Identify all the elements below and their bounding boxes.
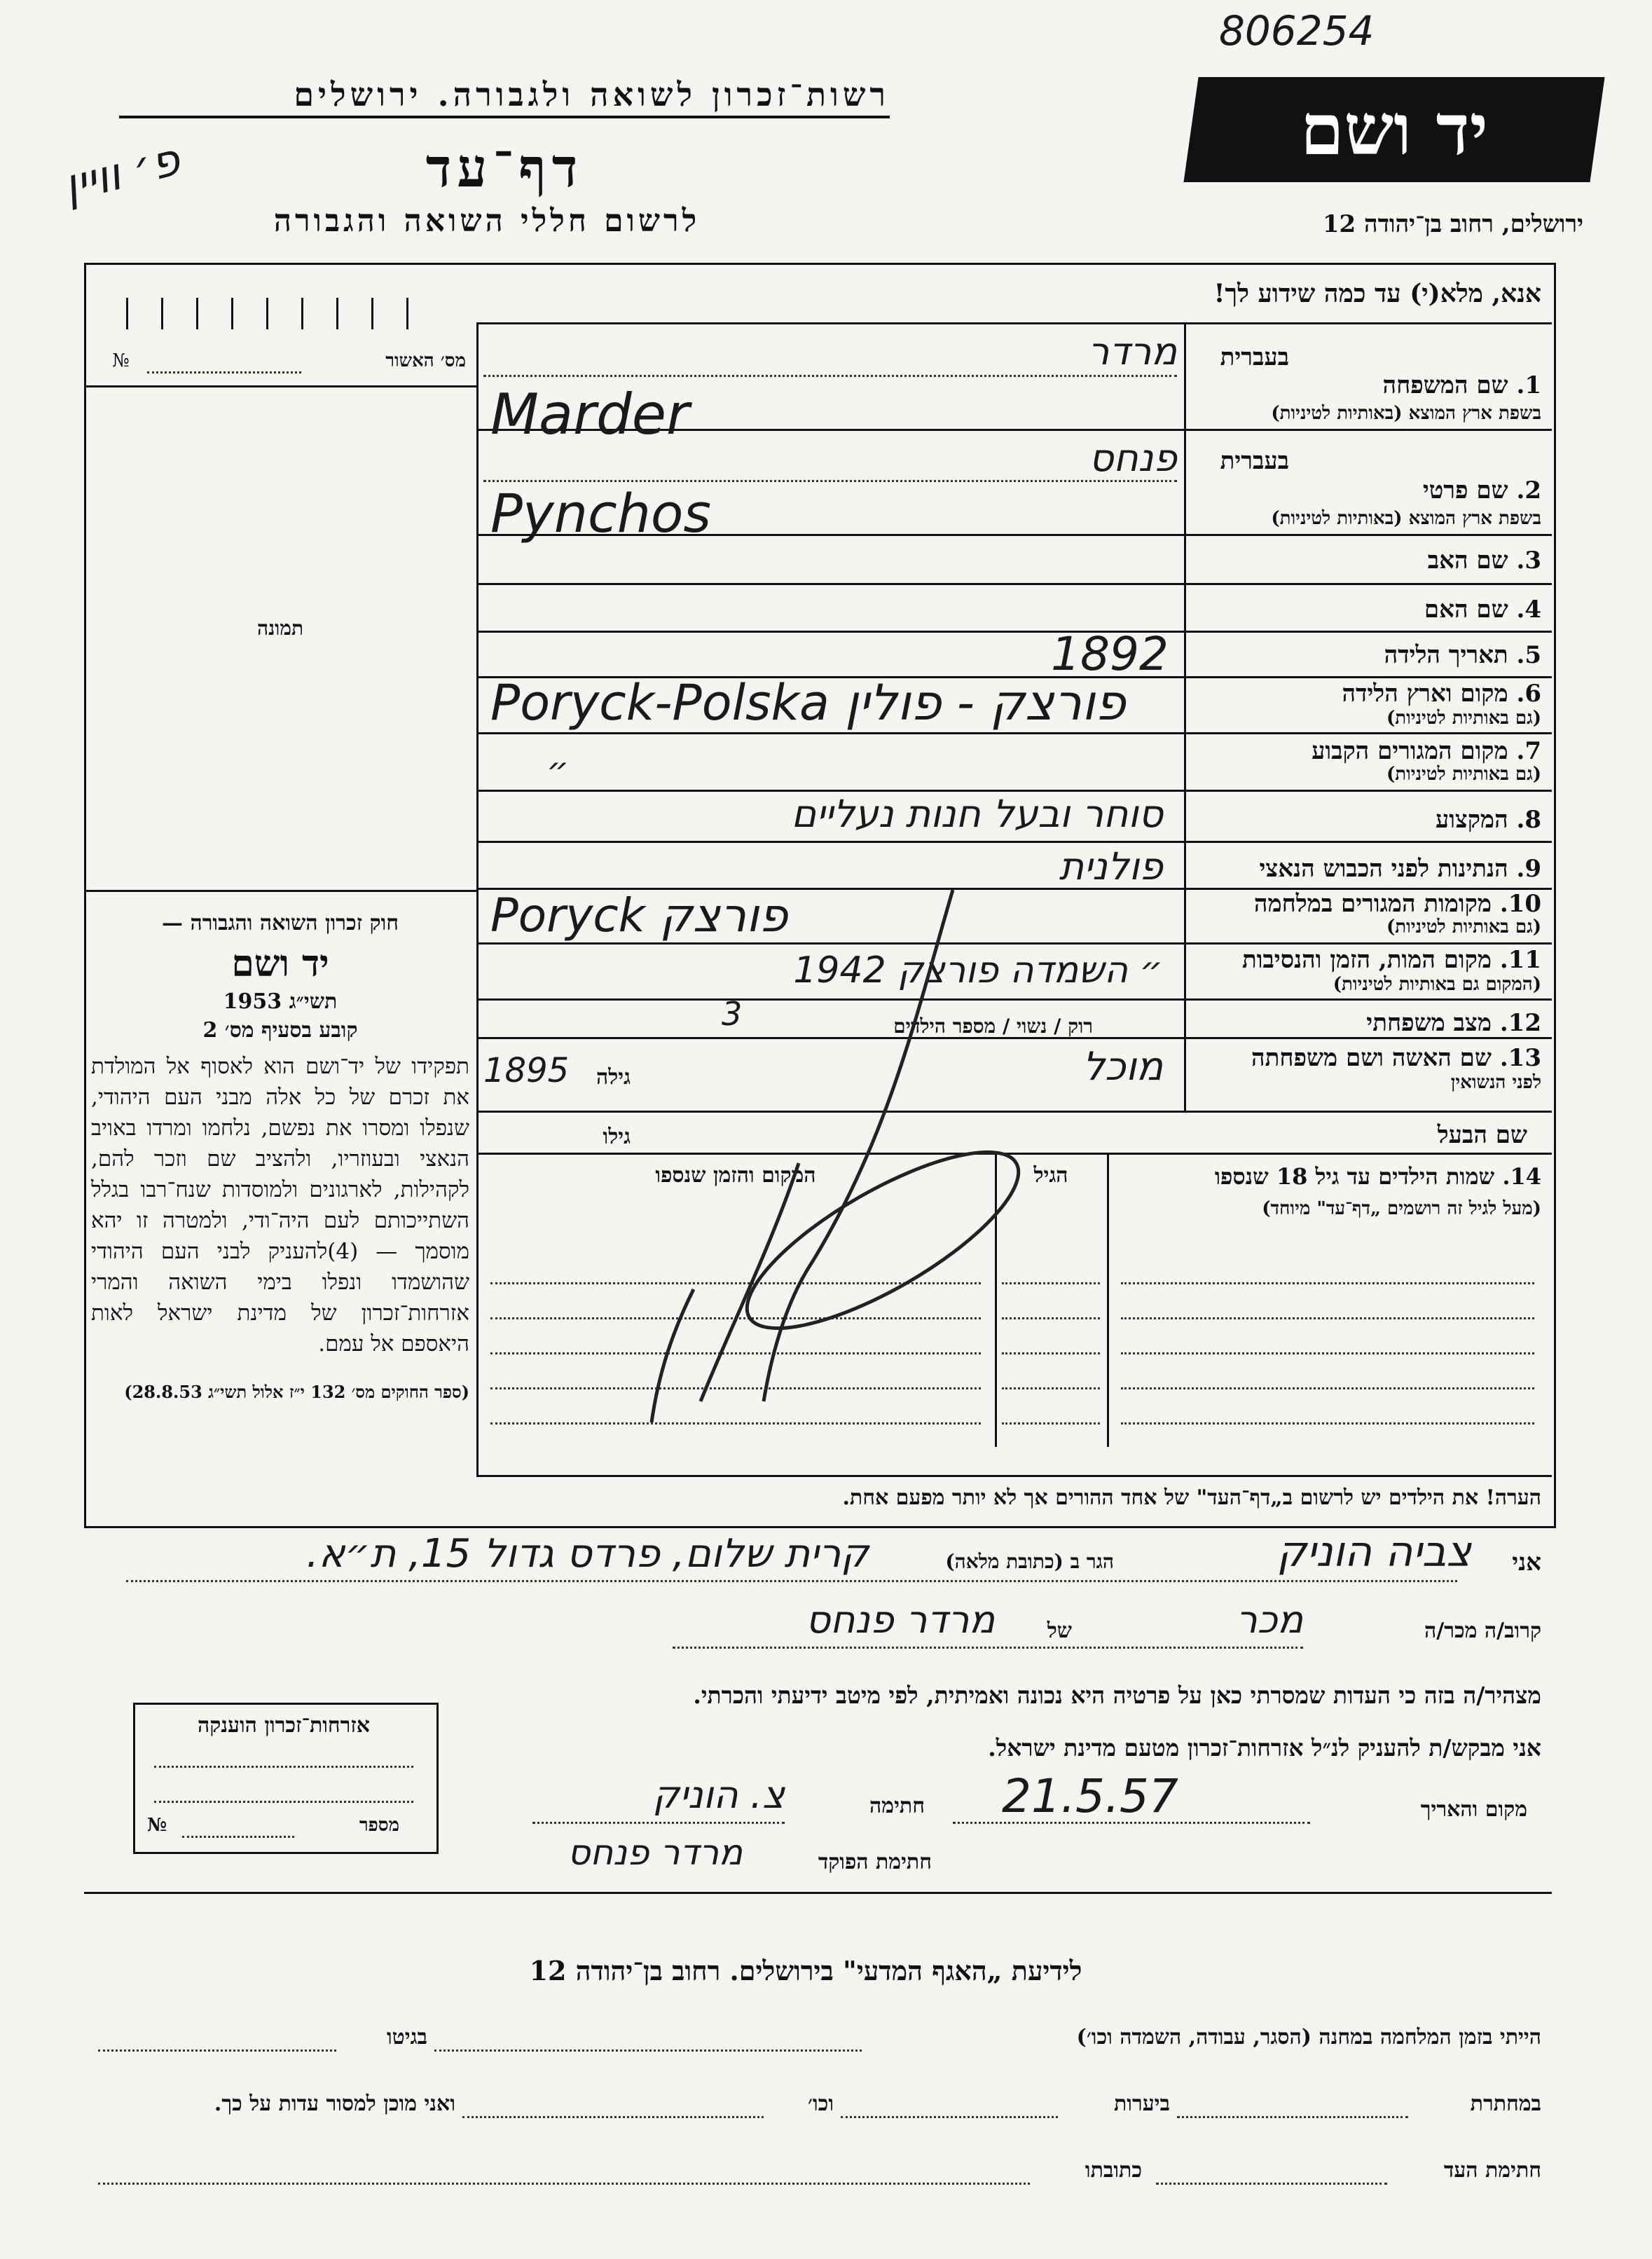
photo-label: תמונה bbox=[256, 617, 304, 640]
footer-line1-b: בגיטו bbox=[386, 2025, 427, 2049]
strike-scribble bbox=[588, 869, 1149, 1429]
note-divider bbox=[476, 1475, 1552, 1477]
note-text: הערה! את הילדים יש לרשום ב„דף־העד" של אחד ההורים אך לא יותר מפעם אחת. bbox=[842, 1485, 1541, 1510]
field-12-name: מצב משפחתי bbox=[1366, 1009, 1492, 1037]
field-3-label bbox=[1191, 547, 1541, 575]
children-row-2-name[interactable] bbox=[1121, 1317, 1534, 1319]
children-row-5-name[interactable] bbox=[1121, 1422, 1534, 1424]
field-10-sub: (גם באותיות לטיניות) bbox=[1386, 916, 1541, 938]
footer-etc-field[interactable] bbox=[462, 2116, 764, 2118]
children-sub: (מעל לגיל זה רושמים „דף־עד" מיוחד) bbox=[1262, 1198, 1541, 1219]
declaration-text: מצהיר/ה בזה כי העדות שמסרתי כאן על פרטיה היא נכונה ואמיתית, לפי מיטב ידיעתי והכרתי. bbox=[693, 1682, 1541, 1709]
field-2-sub: בשפת ארץ המוצא (באותיות לטיניות) bbox=[1271, 508, 1541, 529]
husband-age-label: גילו bbox=[603, 1125, 631, 1149]
field-9-value[interactable]: פולנית bbox=[1059, 844, 1163, 888]
approval-divider bbox=[84, 385, 476, 387]
field-11-name: מקום המות, הזמן והנסיבות bbox=[1241, 946, 1492, 974]
field-10-label bbox=[1191, 890, 1541, 918]
field-8-num: 8. bbox=[1516, 806, 1541, 834]
approval-number-field[interactable] bbox=[147, 371, 301, 373]
field-9-num: 9. bbox=[1516, 855, 1541, 883]
field-6-num: 6. bbox=[1516, 680, 1541, 708]
logo-text: יד ושם bbox=[1300, 88, 1488, 171]
place-date-label: מקום והאריך bbox=[1420, 1797, 1527, 1822]
barcode-ticks bbox=[119, 291, 434, 333]
children-label bbox=[1114, 1163, 1541, 1190]
field-9-name: הנתינות לפני הכבוש הנאצי bbox=[1259, 855, 1508, 883]
law-year: תשי״ג 1953 bbox=[223, 989, 338, 1014]
field-5-label bbox=[1191, 641, 1541, 669]
citizenship-title: אזרחות־זכרון הוענקה bbox=[197, 1713, 371, 1738]
field-12-label bbox=[1191, 1009, 1541, 1037]
field-1-value-lat[interactable]: Marder bbox=[490, 382, 689, 447]
field-5-num: 5. bbox=[1516, 641, 1541, 669]
citizenship-line-1[interactable] bbox=[154, 1766, 413, 1768]
field-6-value[interactable]: Poryck-Polska פורצק - פולין bbox=[490, 674, 1126, 732]
children-col-place: המקום והזמן שנספו bbox=[655, 1163, 816, 1188]
field-3-name: שם האב bbox=[1427, 547, 1508, 575]
ani-label: אני bbox=[1512, 1549, 1541, 1577]
yad-vashem-logo bbox=[1183, 77, 1604, 182]
field-1-value-heb[interactable]: מרדר bbox=[1087, 329, 1177, 373]
footer-line1-a: הייתי בזמן המלחמה במחנה (הסגר, עבודה, השמדה וכו׳) bbox=[1076, 2025, 1541, 2049]
field-11-sub: (המקום גם באותיות לטיניות) bbox=[1333, 974, 1541, 995]
intro-divider bbox=[476, 322, 1552, 324]
field-2-num: 2. bbox=[1516, 476, 1541, 504]
address: ירושלים, רחוב בן־יהודה 12 bbox=[1322, 210, 1583, 238]
field-10-num: 10. bbox=[1499, 890, 1541, 918]
form-subtitle: לרשום חללי השואה והגבורה bbox=[273, 203, 701, 239]
field-6-name: מקום וארץ הלידה bbox=[1342, 680, 1508, 708]
signature-dots bbox=[532, 1822, 785, 1824]
field-1-name: שם המשפחה bbox=[1382, 371, 1508, 399]
field-9-label bbox=[1191, 855, 1541, 883]
row-line-8 bbox=[476, 841, 1552, 843]
field-10-name: מקומות המגורים במלחמה bbox=[1253, 890, 1492, 918]
ani-value[interactable]: צביה הוניק bbox=[1276, 1527, 1471, 1577]
field-11-value[interactable]: ״ השמדה פורצק 1942 bbox=[793, 949, 1163, 991]
field-7-label bbox=[1191, 737, 1541, 765]
row-line-6 bbox=[476, 732, 1552, 734]
citizenship-number-field[interactable] bbox=[182, 1836, 294, 1838]
footer-witness-address-field[interactable] bbox=[98, 2183, 1030, 2185]
field-11-num: 11. bbox=[1499, 946, 1541, 974]
footer-witness-signature-field[interactable] bbox=[1156, 2183, 1387, 2185]
footer-heading: לידיעת „האגף המדעי" בירושלים. רחוב בן־יהודה 12 bbox=[529, 1955, 1082, 1986]
children-row-1-name[interactable] bbox=[1121, 1282, 1534, 1284]
field-13-label bbox=[1191, 1044, 1541, 1072]
law-heading: חוק זכרון השואה והגבורה — bbox=[162, 911, 399, 935]
field-6-label bbox=[1191, 680, 1541, 708]
date-value[interactable]: 21.5.57 bbox=[1002, 1769, 1178, 1823]
footer-forests-field[interactable] bbox=[841, 2116, 1058, 2118]
field-3-value[interactable] bbox=[490, 540, 1177, 578]
field-8-name: המקצוע bbox=[1435, 806, 1508, 834]
margin-note: פ׳ וויין bbox=[58, 133, 186, 213]
field-2-name: שם פרטי bbox=[1422, 476, 1508, 504]
relative-label: קרוב/ה מכר/ה bbox=[1424, 1619, 1541, 1643]
field-4-value[interactable] bbox=[490, 589, 1177, 627]
relative-dots bbox=[673, 1647, 1303, 1649]
law-body: תפקידו של יד־ושם הוא לאסוף אל המולדת את זכרם של כל אלה מבני העם היהודי, שנפלו ומסרו את נפשם, נלחמו ומרדו באויב הנאצי ובעוזריו, ולהציב שם וזכר להם, לקהילות, לארגונים ולמוסדות שנח־רבו בגלל השתייכותם לעם היה־ודי, ולמטרה זו יהא מוסמך — (4)להעניק לבני העם היהודי שהושמדו ונפלו בימי השואה והמרי אזרחות־זכרון של מדינת ישראל לאות היאספם אל עמם. bbox=[91, 1054, 469, 1357]
field-6-sub: (גם באותיות לטיניות) bbox=[1386, 708, 1541, 729]
label-column-divider bbox=[1184, 322, 1186, 1111]
husband-label: שם הבעל bbox=[1437, 1121, 1527, 1149]
field-1-sub: בשפת ארץ המוצא (באותיות לטיניות) bbox=[1271, 403, 1541, 424]
field-7-value[interactable]: ״ bbox=[546, 750, 570, 790]
field-7-num: 7. bbox=[1516, 737, 1541, 765]
field-2-label bbox=[1191, 476, 1541, 504]
signature-label: חתימה bbox=[869, 1794, 925, 1818]
field-13-sub: לפני הנשואין bbox=[1450, 1072, 1541, 1093]
footer-line2-a: במחתרת bbox=[1470, 2092, 1541, 2116]
field-1-num: 1. bbox=[1516, 371, 1541, 399]
field-8-value[interactable]: סוחר ובעל חנות נעליים bbox=[791, 792, 1163, 836]
citizenship-line-2[interactable] bbox=[154, 1801, 413, 1803]
field-4-num: 4. bbox=[1516, 596, 1541, 624]
header-underline bbox=[119, 116, 890, 118]
children-row-3-name[interactable] bbox=[1121, 1352, 1534, 1354]
field-2-value-heb[interactable]: פנחס bbox=[1089, 436, 1177, 480]
field-5-name: תאריך הלידה bbox=[1384, 641, 1508, 669]
field-2-tag: בעברית bbox=[1220, 447, 1289, 475]
law-block bbox=[91, 911, 469, 1404]
footer-line2-d: ואני מוכן למסור עדות על כך. bbox=[214, 2092, 455, 2116]
authority-name: רשות־זכרון לשואה ולגבורה. ירושלים bbox=[294, 76, 890, 114]
field-7-name: מקום המגורים הקבוע bbox=[1312, 737, 1508, 765]
field-10-value[interactable]: Poryck פורצק bbox=[490, 888, 788, 942]
field-13-value[interactable]: מוכל bbox=[1082, 1044, 1163, 1090]
children-num: 14. bbox=[1502, 1163, 1541, 1190]
field-1-tag: בעברית bbox=[1220, 343, 1289, 371]
law-clause: קובע בסעיף מס׳ 2 bbox=[202, 1018, 358, 1043]
citizenship-number-label: מספר bbox=[359, 1815, 399, 1836]
of-label: של bbox=[1047, 1619, 1072, 1643]
field-13-name: שם האשה ושם משפחתה bbox=[1251, 1044, 1492, 1072]
field-1-dots bbox=[483, 375, 1177, 377]
date-dots bbox=[953, 1822, 1310, 1824]
photo-divider bbox=[84, 890, 476, 892]
footer-divider bbox=[84, 1892, 1552, 1894]
row-line-3 bbox=[476, 583, 1552, 585]
field-12-status-label: רוק / נשוי / מספר הילדים bbox=[893, 1015, 1093, 1038]
children-col-age: הגיל bbox=[1033, 1163, 1068, 1188]
footer-line2-b: ביערות bbox=[1113, 2092, 1170, 2116]
law-name: יד ושם bbox=[231, 942, 329, 985]
resides-label: הגר ב (כתובת מלאה) bbox=[945, 1550, 1114, 1573]
law-citation: (ספר החוקים מס׳ 132 י״ז אלול תשי״ג 28.8.53) bbox=[124, 1382, 469, 1402]
request-text: אני מבקש/ת להעניק לנ״ל אזרחות־זכרון מטעם מדינת ישראל. bbox=[988, 1734, 1541, 1762]
resides-value[interactable]: קרית שלום, פרדס גדול 15, ת״א. bbox=[306, 1531, 869, 1577]
field-4-name: שם האם bbox=[1424, 596, 1508, 624]
intro-text: אנא, מלא(י) עד כמה שידוע לך! bbox=[1213, 279, 1541, 308]
commander-label: חתימת הפוקד bbox=[818, 1850, 932, 1874]
approval-label: מס׳ האשור bbox=[385, 350, 466, 371]
field-2-value-lat[interactable]: Pynchos bbox=[490, 482, 712, 544]
approval-prefix: № bbox=[112, 350, 130, 371]
archive-number: 806254 bbox=[1219, 7, 1375, 55]
field-12-value[interactable]: 3 bbox=[722, 995, 743, 1033]
footer-line3-b: כתובתו bbox=[1085, 2158, 1142, 2183]
footer-underground-field[interactable] bbox=[1177, 2116, 1408, 2118]
field-8-label bbox=[1191, 806, 1541, 834]
children-name: שמות הילדים עד גיל 18 שנספו bbox=[1214, 1163, 1495, 1190]
footer-line3-a: חתימת העד bbox=[1443, 2158, 1541, 2183]
field-3-num: 3. bbox=[1516, 547, 1541, 575]
field-5-value[interactable]: 1892 bbox=[1051, 627, 1169, 681]
of-value[interactable]: מרדר פנחס bbox=[806, 1598, 995, 1642]
row-line-4 bbox=[476, 631, 1552, 633]
field-7-sub: (גם באותיות לטיניות) bbox=[1386, 764, 1541, 785]
footer-ghetto-field[interactable] bbox=[98, 2049, 336, 2052]
field-1-label bbox=[1191, 371, 1541, 399]
relative-value[interactable]: מכר bbox=[1236, 1598, 1303, 1642]
field-13-age-label: גילה bbox=[596, 1065, 631, 1090]
field-4-label bbox=[1191, 596, 1541, 624]
footer-camp-field[interactable] bbox=[434, 2049, 862, 2052]
children-row-4-name[interactable] bbox=[1121, 1387, 1534, 1389]
field-11-label bbox=[1191, 946, 1541, 974]
form-title: דף־עד bbox=[425, 137, 584, 199]
footer-line2-c: וכו׳ bbox=[808, 2092, 834, 2116]
citizenship-number-prefix: № bbox=[147, 1815, 167, 1836]
field-13-num: 13. bbox=[1499, 1044, 1541, 1072]
field-13-age-value[interactable]: 1895 bbox=[483, 1051, 570, 1090]
field-12-num: 12. bbox=[1499, 1009, 1541, 1037]
signature-value[interactable]: צ. הוניק bbox=[652, 1773, 785, 1817]
commander-value[interactable]: מרדר פנחס bbox=[567, 1832, 743, 1873]
resides-dots bbox=[126, 1580, 1457, 1582]
